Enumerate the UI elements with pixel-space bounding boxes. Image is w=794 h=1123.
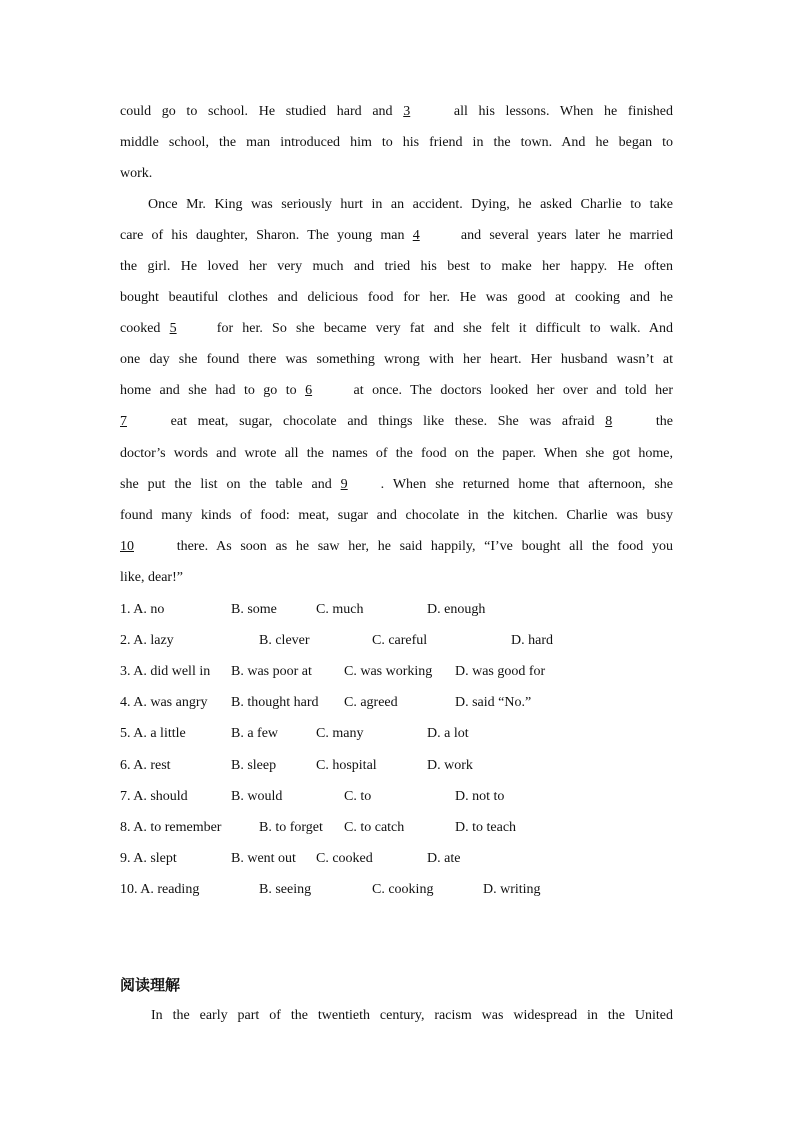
passage-line-1 (120, 103, 673, 121)
passage-line-8 (120, 320, 673, 338)
question-2-option-b: B. clever (259, 633, 310, 648)
blank-4: 4 (412, 228, 420, 243)
text: the (645, 414, 673, 429)
question-7-option-d: D. not to (455, 789, 505, 804)
question-6-option-a: 6. A. rest (120, 758, 171, 773)
text: . When she returned home that afternoon, she (380, 477, 673, 492)
passage-line-11 (120, 413, 673, 431)
question-5-option-c: C. many (316, 726, 364, 741)
passage-line-6: the girl. He loved her very much and tried his best to make her happy. He often (120, 259, 673, 274)
question-8-option-a: 8. A. to remember (120, 820, 222, 835)
question-6-option-c: C. hospital (316, 758, 377, 773)
passage-line-15 (120, 538, 673, 556)
passage-line-10 (120, 382, 673, 400)
question-2-option-d: D. hard (511, 633, 553, 648)
passage-line-2: middle school, the man introduced him to his friend in the town. And he began to (120, 135, 673, 150)
question-4-option-d: D. said “No.” (455, 695, 532, 710)
text: and several years later he married (452, 228, 673, 243)
passage-line-4: Once Mr. King was seriously hurt in an accident. Dying, he asked Charlie to take (148, 197, 673, 212)
passage-line-3: work. (120, 166, 153, 181)
passage-line-13 (120, 476, 673, 494)
question-8-option-d: D. to teach (455, 820, 517, 835)
question-4-option-c: C. agreed (344, 695, 398, 710)
text: cooked (120, 321, 170, 336)
question-2-option-a: 2. A. lazy (120, 633, 174, 648)
question-3-option-b: B. was poor at (231, 664, 312, 679)
question-1-option-c: C. much (316, 602, 364, 617)
question-9-option-a: 9. A. slept (120, 851, 177, 866)
question-9-option-d: D. ate (427, 851, 461, 866)
question-10-option-b: B. seeing (259, 882, 312, 897)
question-3-option-c: C. was working (344, 664, 433, 679)
question-1-option-d: D. enough (427, 602, 486, 617)
question-3-option-d: D. was good for (455, 664, 546, 679)
question-9-option-c: C. cooked (316, 851, 373, 866)
text: there. As soon as he saw her, he said happily, “I’ve bought all the food you (168, 539, 673, 554)
question-2-option-c: C. careful (372, 633, 428, 648)
question-3-option-a: 3. A. did well in (120, 664, 211, 679)
section-heading: 阅读理解 (120, 976, 181, 994)
question-1-option-a: 1. A. no (120, 602, 165, 617)
question-7-option-a: 7. A. should (120, 789, 188, 804)
text: eat meat, sugar, chocolate and things like these. She was afraid (160, 414, 606, 429)
question-7-option-b: B. would (231, 789, 283, 804)
passage-line-16: like, dear!” (120, 570, 183, 585)
question-5-option-d: D. a lot (427, 726, 469, 741)
blank-7: 7 (120, 414, 127, 429)
question-4-option-b: B. thought hard (231, 695, 319, 710)
question-4-option-a: 4. A. was angry (120, 695, 208, 710)
question-9-option-b: B. went out (231, 851, 296, 866)
text: all his lessons. When he finished (443, 104, 673, 119)
question-8-option-b: B. to forget (259, 820, 323, 835)
question-8-option-c: C. to catch (344, 820, 405, 835)
blank-3: 3 (403, 104, 411, 119)
question-1-option-b: B. some (231, 602, 277, 617)
text: care of his daughter, Sharon. The young man (120, 228, 413, 243)
question-6-option-b: B. sleep (231, 758, 277, 773)
text: at once. The doctors looked her over and told her (345, 383, 673, 398)
question-6-option-d: D. work (427, 758, 473, 773)
question-7-option-c: C. to (344, 789, 372, 804)
passage-line-5 (120, 227, 673, 245)
reading-first-line: In the early part of the twentieth century, racism was widespread in the United (151, 1008, 673, 1023)
question-5-option-b: B. a few (231, 726, 279, 741)
text: she put the list on the table and (120, 477, 341, 492)
question-10-option-d: D. writing (483, 882, 541, 897)
question-5-option-a: 5. A. a little (120, 726, 186, 741)
blank-10: 10 (120, 539, 134, 554)
text: home and she had to go to (120, 383, 306, 398)
blank-9: 9 (340, 477, 348, 492)
passage-line-9: one day she found there was something wrong with her heart. Her husband wasn’t at (120, 352, 673, 367)
blank-8: 8 (605, 414, 613, 429)
text: for her. So she became very fat and she felt it difficult to walk. And (207, 321, 674, 336)
passage-line-14: found many kinds of food: meat, sugar and chocolate in the kitchen. Charlie was busy (120, 508, 673, 523)
question-10-option-c: C. cooking (372, 882, 434, 897)
question-10-option-a: 10. A. reading (120, 882, 200, 897)
blank-6: 6 (305, 383, 313, 398)
text: could go to school. He studied hard and (120, 104, 404, 119)
passage-line-12: doctor’s words and wrote all the names of the food on the paper. When she got home, (120, 446, 673, 461)
passage-line-7: bought beautiful clothes and delicious food for her. He was good at cooking and he (120, 290, 673, 305)
blank-5: 5 (169, 321, 177, 336)
